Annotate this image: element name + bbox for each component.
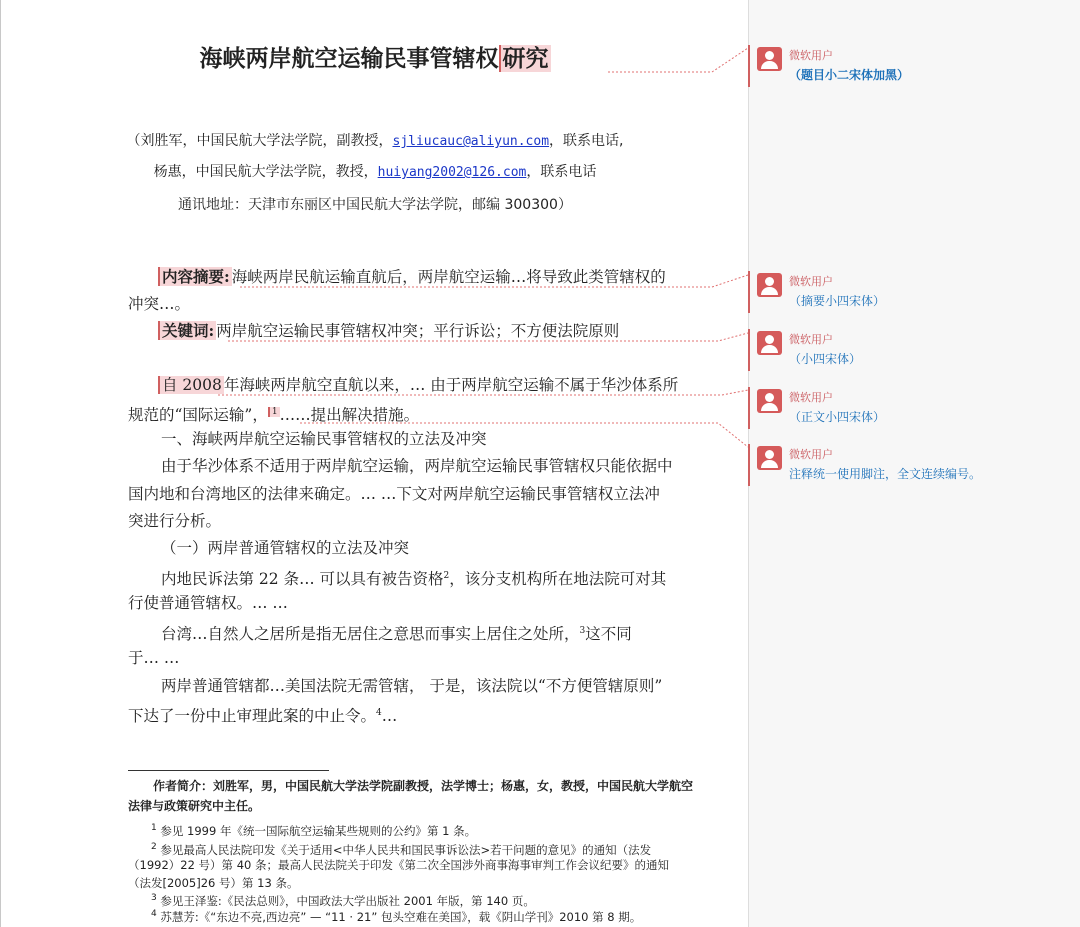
document-title: 海峡两岸航空运输民事管辖权 研究 <box>199 45 549 72</box>
comment-author: 微软用户 <box>789 448 833 461</box>
comment-text: （小四宋体） <box>789 352 862 366</box>
comment-author: 微软用户 <box>789 275 833 288</box>
user-avatar-icon <box>757 331 782 355</box>
comment-keywords[interactable] <box>748 329 1078 371</box>
para1-line-2: 规范的“国际运输”， $^1$ ……提出解决措施。 <box>128 406 420 425</box>
footnote-ref-3[interactable]: 3 <box>579 626 586 636</box>
comment-body[interactable] <box>748 387 1078 429</box>
comment-author: 微软用户 <box>789 333 833 346</box>
para1-comment-highlight[interactable]: 自 2008 <box>158 376 224 394</box>
user-avatar-icon <box>757 389 782 413</box>
heading-2: （一）两岸普通管辖权的立法及冲突 <box>161 539 410 557</box>
abstract-line-2: 冲突…。 <box>128 295 191 313</box>
footnote-3: $^3$ 参见王泽鉴:《民法总则》，中国政法大学出版社 2001 年版，第 140 页。 <box>151 893 535 908</box>
comment-abstract[interactable] <box>748 271 1078 313</box>
comment-author: 微软用户 <box>789 391 833 404</box>
author-bio-line-2: 法律与政策研究中主任。 <box>128 799 261 813</box>
para3-line-1: 内地民诉法第 22 条… 可以具有被告资格$^2$，该分支机构所在地法院可对其 <box>161 570 667 589</box>
author-line-3: 通讯地址：天津市东丽区中国民航大学法学院，邮编 300300） <box>178 197 572 213</box>
para5-line-2: 下达了一份中止审理此案的中止令。$^4$… <box>128 707 398 726</box>
footnote-ref-1[interactable]: 1 <box>268 407 280 417</box>
user-avatar-icon <box>757 273 782 297</box>
user-avatar-icon <box>757 47 782 71</box>
para3-line-2: 行使普通管辖权。… … <box>128 594 288 612</box>
para2-line-1: 由于华沙体系不适用于两岸航空运输，两岸航空运输民事管辖权只能依据中 <box>161 457 673 475</box>
email-link-2[interactable]: huiyang2002@126.com <box>377 165 527 180</box>
para4-line-1: 台湾…自然人之居所是指无居住之意思而事实上居住之处所，$^3$这不同 <box>161 625 632 644</box>
footnote-ref-2[interactable]: 2 <box>443 571 450 581</box>
keywords-label[interactable]: 关键词: <box>158 321 216 340</box>
heading-1: 一、海峡两岸航空运输民事管辖权的立法及冲突 <box>161 430 487 448</box>
para4-line-2: 于… … <box>128 649 180 667</box>
author-bio-line-1: 作者简介：刘胜军，男，中国民航大学法学院副教授，法学博士；杨惠，女，教授，中国民航大学航空 <box>153 779 694 793</box>
author-line-1: （刘胜军，中国民航大学法学院，副教授，sjliucauc@aliyun.com，联系电话, <box>126 133 624 149</box>
para5-line-1: 两岸普通管辖都…美国法院无需管辖， 于是，该法院以“不方便管辖原则” <box>161 677 663 695</box>
comment-text: （摘要小四宋体） <box>789 294 886 308</box>
footnote-2-line-3: （法发[2005]26 号）第 13 条。 <box>128 876 299 890</box>
comment-footnote[interactable] <box>748 444 1078 486</box>
comment-text: 注释统一使用脚注，全文连续编号。 <box>789 467 982 481</box>
abstract-line-1: 内容摘要: 海峡两岸民航运输直航后，两岸航空运输…将导致此类管辖权的 <box>158 267 666 287</box>
comment-title[interactable] <box>748 45 1078 87</box>
title-comment-highlight[interactable]: 研究 <box>499 45 551 72</box>
email-link-1[interactable]: sjliucauc@aliyun.com <box>392 134 550 149</box>
user-avatar-icon <box>757 446 782 470</box>
para2-line-2: 国内地和台湾地区的法律来确定。… …下文对两岸航空运输民事管辖权立法冲 <box>128 485 660 503</box>
keywords-line: 关键词: 两岸航空运输民事管辖权冲突；平行诉讼；不方便法院原则 <box>158 321 619 341</box>
para1-line-1: 自 2008 年海峡两岸航空直航以来，… 由于两岸航空运输不属于华沙体系所 <box>158 375 678 395</box>
author-line-2: 杨惠，中国民航大学法学院，教授，huiyang2002@126.com，联系电话 <box>153 164 597 180</box>
footnote-4: $^4$ 苏慧芳:《“东边不亮,西边亮” — “11 · 21” 包头空难在美国》，载《阴山学刊》2010 第 8 期。 <box>151 909 642 924</box>
footnote-2: $^2$ 参见最高人民法院印发《关于适用<中华人民共和国民事诉讼法>若干问题的意见》的通知（法发 <box>151 842 652 857</box>
para2-line-3: 突进行分析。 <box>128 512 222 530</box>
footnote-2-line-2: （1992）22 号）第 40 条；最高人民法院关于印发《第二次全国涉外商事海事审判工作会议纪要》的通知 <box>128 858 669 872</box>
footnote-1: $^1$ 参见 1999 年《统一国际航空运输某些规则的公约》第 1 条。 <box>151 823 477 838</box>
footnote-ref-4[interactable]: 4 <box>376 708 382 718</box>
abstract-label[interactable]: 内容摘要: <box>158 267 232 286</box>
comment-text: （题目小二宋体加黑） <box>789 68 910 82</box>
comment-text: （正文小四宋体） <box>789 410 886 424</box>
comment-author: 微软用户 <box>789 49 833 62</box>
